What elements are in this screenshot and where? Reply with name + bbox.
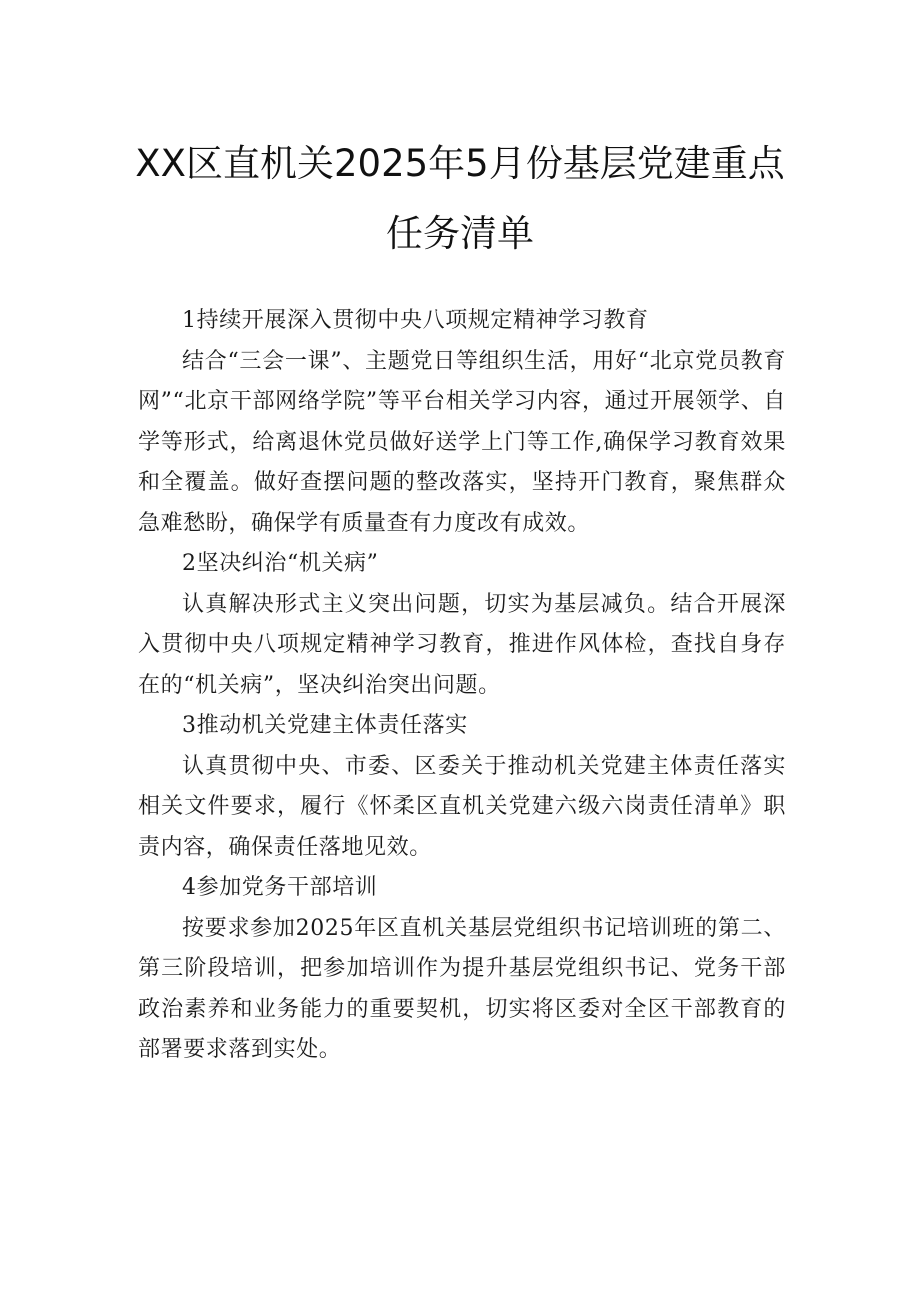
section-1-heading: 1持续开展深入贯彻中央八项规定精神学习教育 — [182, 308, 649, 333]
section-3-heading: 3推动机关党建主体责任落实 — [182, 713, 468, 738]
section-3-body: 认真贯彻中央、市委、区委关于推动机关党建主体责任落实相关文件要求，履行《怀柔区直机关党建六级六岗责任清单》职责内容，确保责任落地见效。 — [138, 753, 786, 860]
section-4-body: 按要求参加2025年区直机关基层党组织书记培训班的第二、第三阶段培训，把参加培训作为提升基层党组织书记、党务干部政治素养和业务能力的重要契机，切实将区委对全区干部教育的部署要求落到实处。 — [138, 915, 786, 1062]
section-2-heading: 2坚决纠治“机关病” — [182, 551, 379, 576]
section-4-heading: 4参加党务干部培训 — [182, 875, 378, 900]
document-title-line-1: XX区直机关2025年5月份基层党建重点 — [135, 142, 785, 185]
section-2-body: 认真解决形式主义突出问题，切实为基层减负。结合开展深入贯彻中央八项规定精神学习教育，推进作风体检，查找自身存在的“机关病”，坚决纠治突出问题。 — [138, 591, 786, 698]
document-body — [138, 301, 786, 1071]
document-title-line-2: 任务清单 — [386, 212, 534, 255]
section-1-body: 结合“三会一课”、主题党日等组织生活，用好“北京党员教育网”“北京干部网络学院”等平台相关学习内容，通过开展领学、自学等形式，给离退休党员做好送学上门等工作,确保学习教育效果和全覆盖。做好查摆问题的整改落实，坚持开门教育，聚焦群众急难愁盼，确保学有质量查有力度改有成效。 — [138, 348, 786, 536]
